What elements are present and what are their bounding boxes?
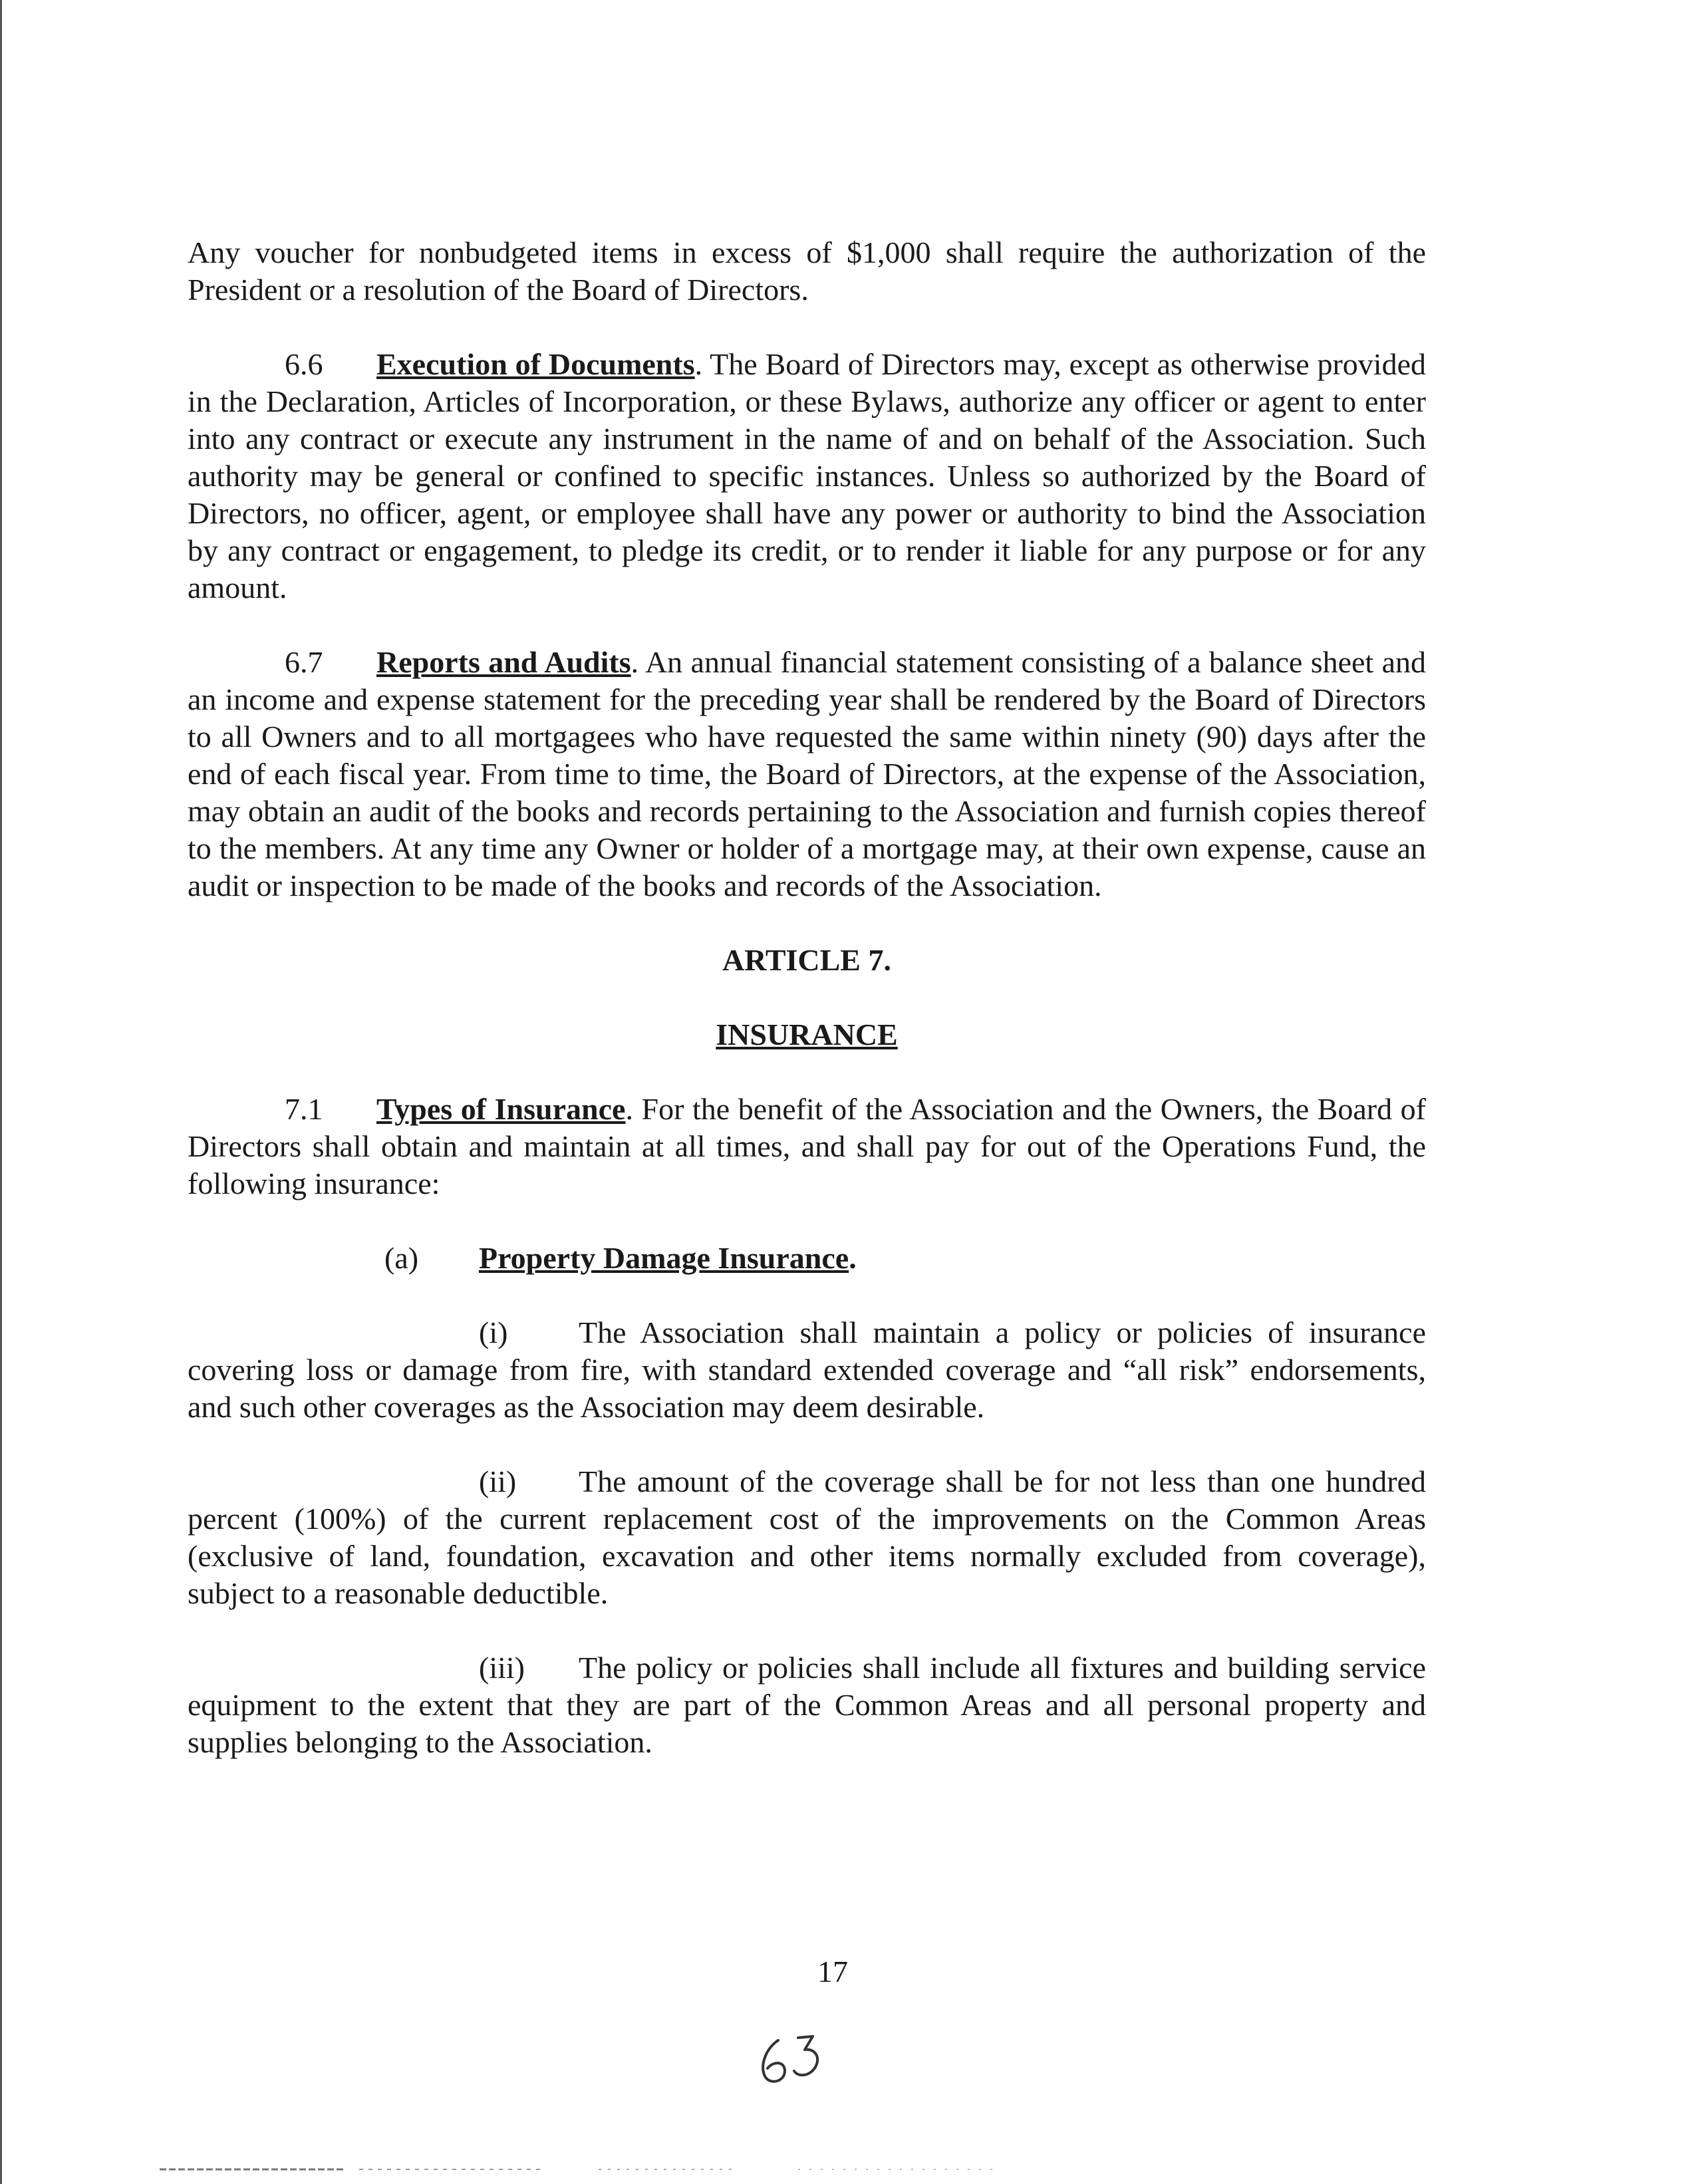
- item-text: The policy or policies shall include all fixtures and building service equipment to the extent that they are part of the Common Areas and all personal property and supplies belonging to the Association.: [188, 1651, 1426, 1759]
- item-text: The amount of the coverage shall be for not less than one hundred percent (100%) of the current replacement cost of the improvements on the Common Areas (exclusive of land, foundation, excavation and other items normally excluded from coverage), subject to a reasonable deductible.: [188, 1464, 1426, 1610]
- section-number: 6.7: [285, 645, 323, 679]
- section-body: . For the benefit of the Association and the Owners, the Board of Directors shall obtain and maintain at all times, and shall pay for out of the Operations Fund, the following insurance:: [188, 1092, 1426, 1200]
- subsection-trailing: .: [849, 1241, 857, 1275]
- list-item-ii: [188, 1463, 1426, 1612]
- item-label: (ii): [479, 1464, 517, 1498]
- section-6-6: [188, 346, 1426, 607]
- section-6-7: [188, 644, 1426, 904]
- subsection-heading: Property Damage Insurance: [479, 1241, 849, 1275]
- section-heading: Execution of Documents: [376, 347, 695, 381]
- list-item-i: [188, 1314, 1426, 1426]
- scan-left-edge: [0, 0, 2, 2184]
- page-number: 17: [817, 1955, 848, 1988]
- article-title: ARTICLE 7.: [722, 943, 891, 977]
- item-label: (iii): [479, 1651, 525, 1685]
- handwritten-page-number: [752, 2028, 845, 2088]
- section-number: 7.1: [285, 1092, 323, 1126]
- section-heading: Types of Insurance: [376, 1092, 626, 1126]
- scan-footer-marks: [0, 2167, 1692, 2173]
- section-7-1: [188, 1091, 1426, 1202]
- section-heading: Reports and Audits: [376, 645, 631, 679]
- subsection-a: [188, 1240, 1426, 1277]
- article-subtitle: [188, 1016, 1426, 1053]
- item-label: (i): [479, 1315, 508, 1349]
- article-subtitle-text: INSURANCE: [716, 1018, 898, 1051]
- list-item-iii: [188, 1649, 1426, 1761]
- item-text: The Association shall maintain a policy or policies of insurance covering loss or damage from fire, with standard extended coverage and “all risk” endorsements, and such other coverages as the Association may deem desirable.: [188, 1315, 1426, 1424]
- subsection-label: (a): [384, 1241, 419, 1275]
- intro-paragraph: Any voucher for nonbudgeted items in excess of $1,000 shall require the authorization of the President or a resolution of the Board of Directors.: [188, 235, 1426, 307]
- section-body: . An annual financial statement consisting of a balance sheet and an income and expense statement for the preceding year shall be rendered by the Board of Directors to all Owners and to all mortgagees who have requested the same within ninety (90) days after the end of each fiscal year. From time to time, the Board of Directors, at the expense of the Association, may obtain an audit of the books and records pertaining to the Association and furnish copies thereof to the members. At any time any Owner or holder of a mortgage may, at their own expense, cause an audit or inspection to be made of the books and records of the Association.: [188, 645, 1427, 902]
- section-number: 6.6: [285, 347, 323, 381]
- document-body: [188, 234, 1426, 1798]
- section-body: . The Board of Directors may, except as otherwise provided in the Declaration, Articles of Incorporation, or these Bylaws, authorize any officer or agent to enter into any contract or execute any instrument in the name of and on behalf of the Association. Such authority may be general or confined to specific instances. Unless so authorized by the Board of Directors, no officer, agent, or employee shall have any power or authority to bind the Association by any contract or engagement, to pledge its credit, or to render it liable for any purpose or for any amount.: [188, 347, 1427, 605]
